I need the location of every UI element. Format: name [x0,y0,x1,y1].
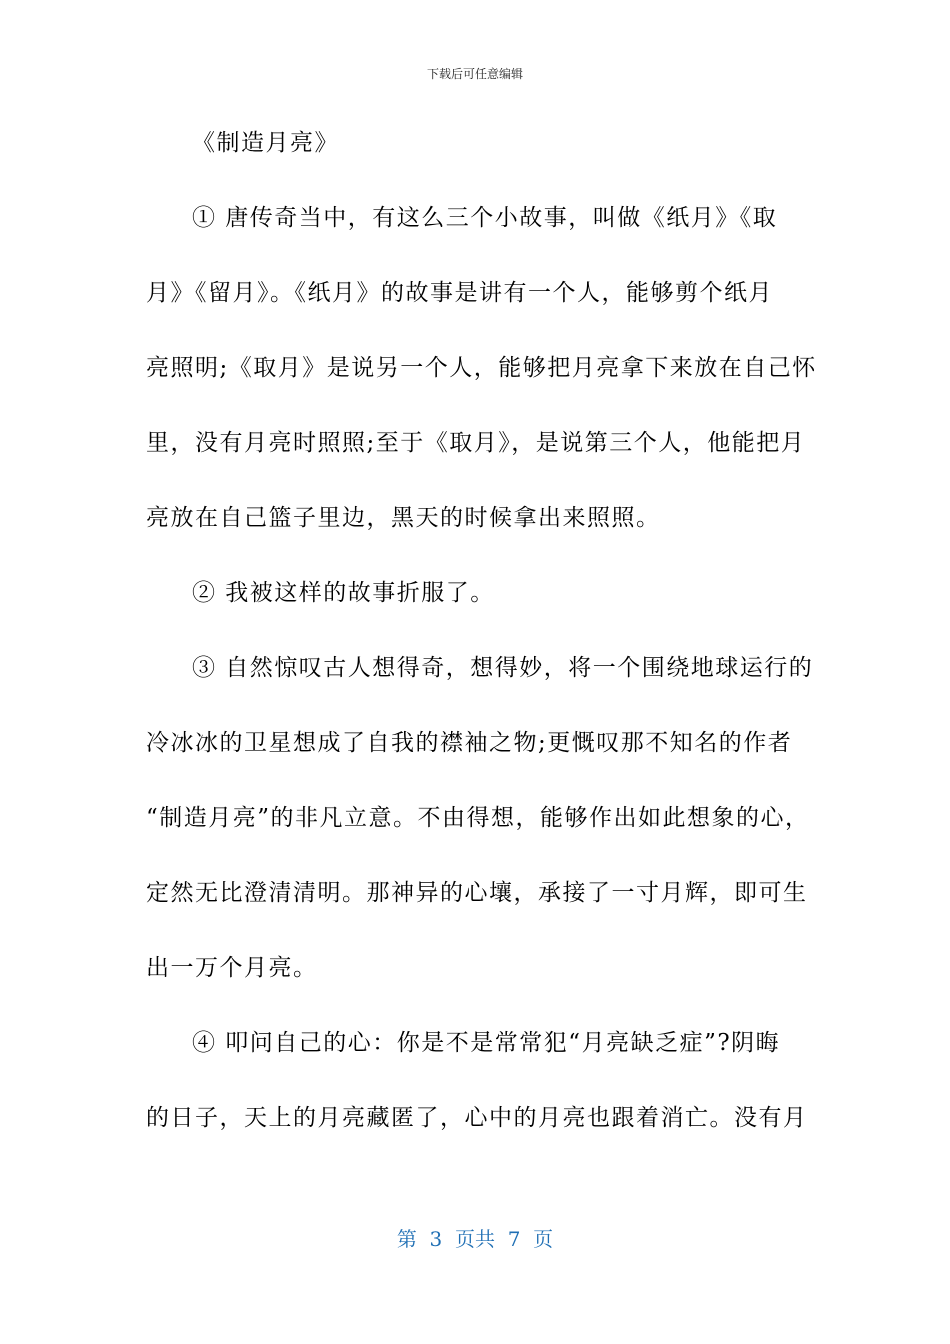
paragraph-1-line-1: ① 唐传奇当中，有这么三个小故事，叫做《纸月》《取 [192,205,778,231]
paragraph-3-line-5: 出一万个月亮。 [146,955,318,981]
paragraph-3-line-1: ③ 自然惊叹古人想得奇，想得妙，将一个围绕地球运行的 [192,655,814,681]
paragraph-3-line-4: 定然无比澄清清明。那神异的心壤，承接了一寸月辉，即可生 [146,880,808,906]
paragraph-4-line-2: 的日子，天上的月亮藏匿了，心中的月亮也跟着消亡。没有月 [146,1105,808,1131]
paragraph-1-line-5: 亮放在自己篮子里边，黑天的时候拿出来照照。 [146,505,661,531]
header-note: 下载后可任意编辑 [426,67,523,81]
article-title: 《制造月亮》 [192,130,339,156]
paragraph-4-line-1: ④ 叩问自己的心：你是不是常常犯“月亮缺乏症”?阴晦 [192,1030,781,1056]
page-number: 第 3 页共 7 页 [396,1227,554,1251]
paragraph-1-line-3: 亮照明;《取月》是说另一个人，能够把月亮拿下来放在自己怀 [146,355,817,381]
paragraph-1-line-2: 月》《留月》。《纸月》的故事是讲有一个人，能够剪个纸月 [146,280,773,306]
paragraph-3-line-2: 冷冰冰的卫星想成了自我的襟袖之物;更慨叹那不知名的作者 [146,730,793,756]
article-body [146,118,817,1168]
paragraph-3-line-3: “制造月亮”的非凡立意。不由得想，能够作出如此想象的心， [146,805,810,831]
paragraph-2-line-1: ② 我被这样的故事折服了。 [192,580,495,606]
paragraph-1-line-4: 里，没有月亮时照照;至于《取月》，是说第三个人，他能把月 [146,430,806,456]
